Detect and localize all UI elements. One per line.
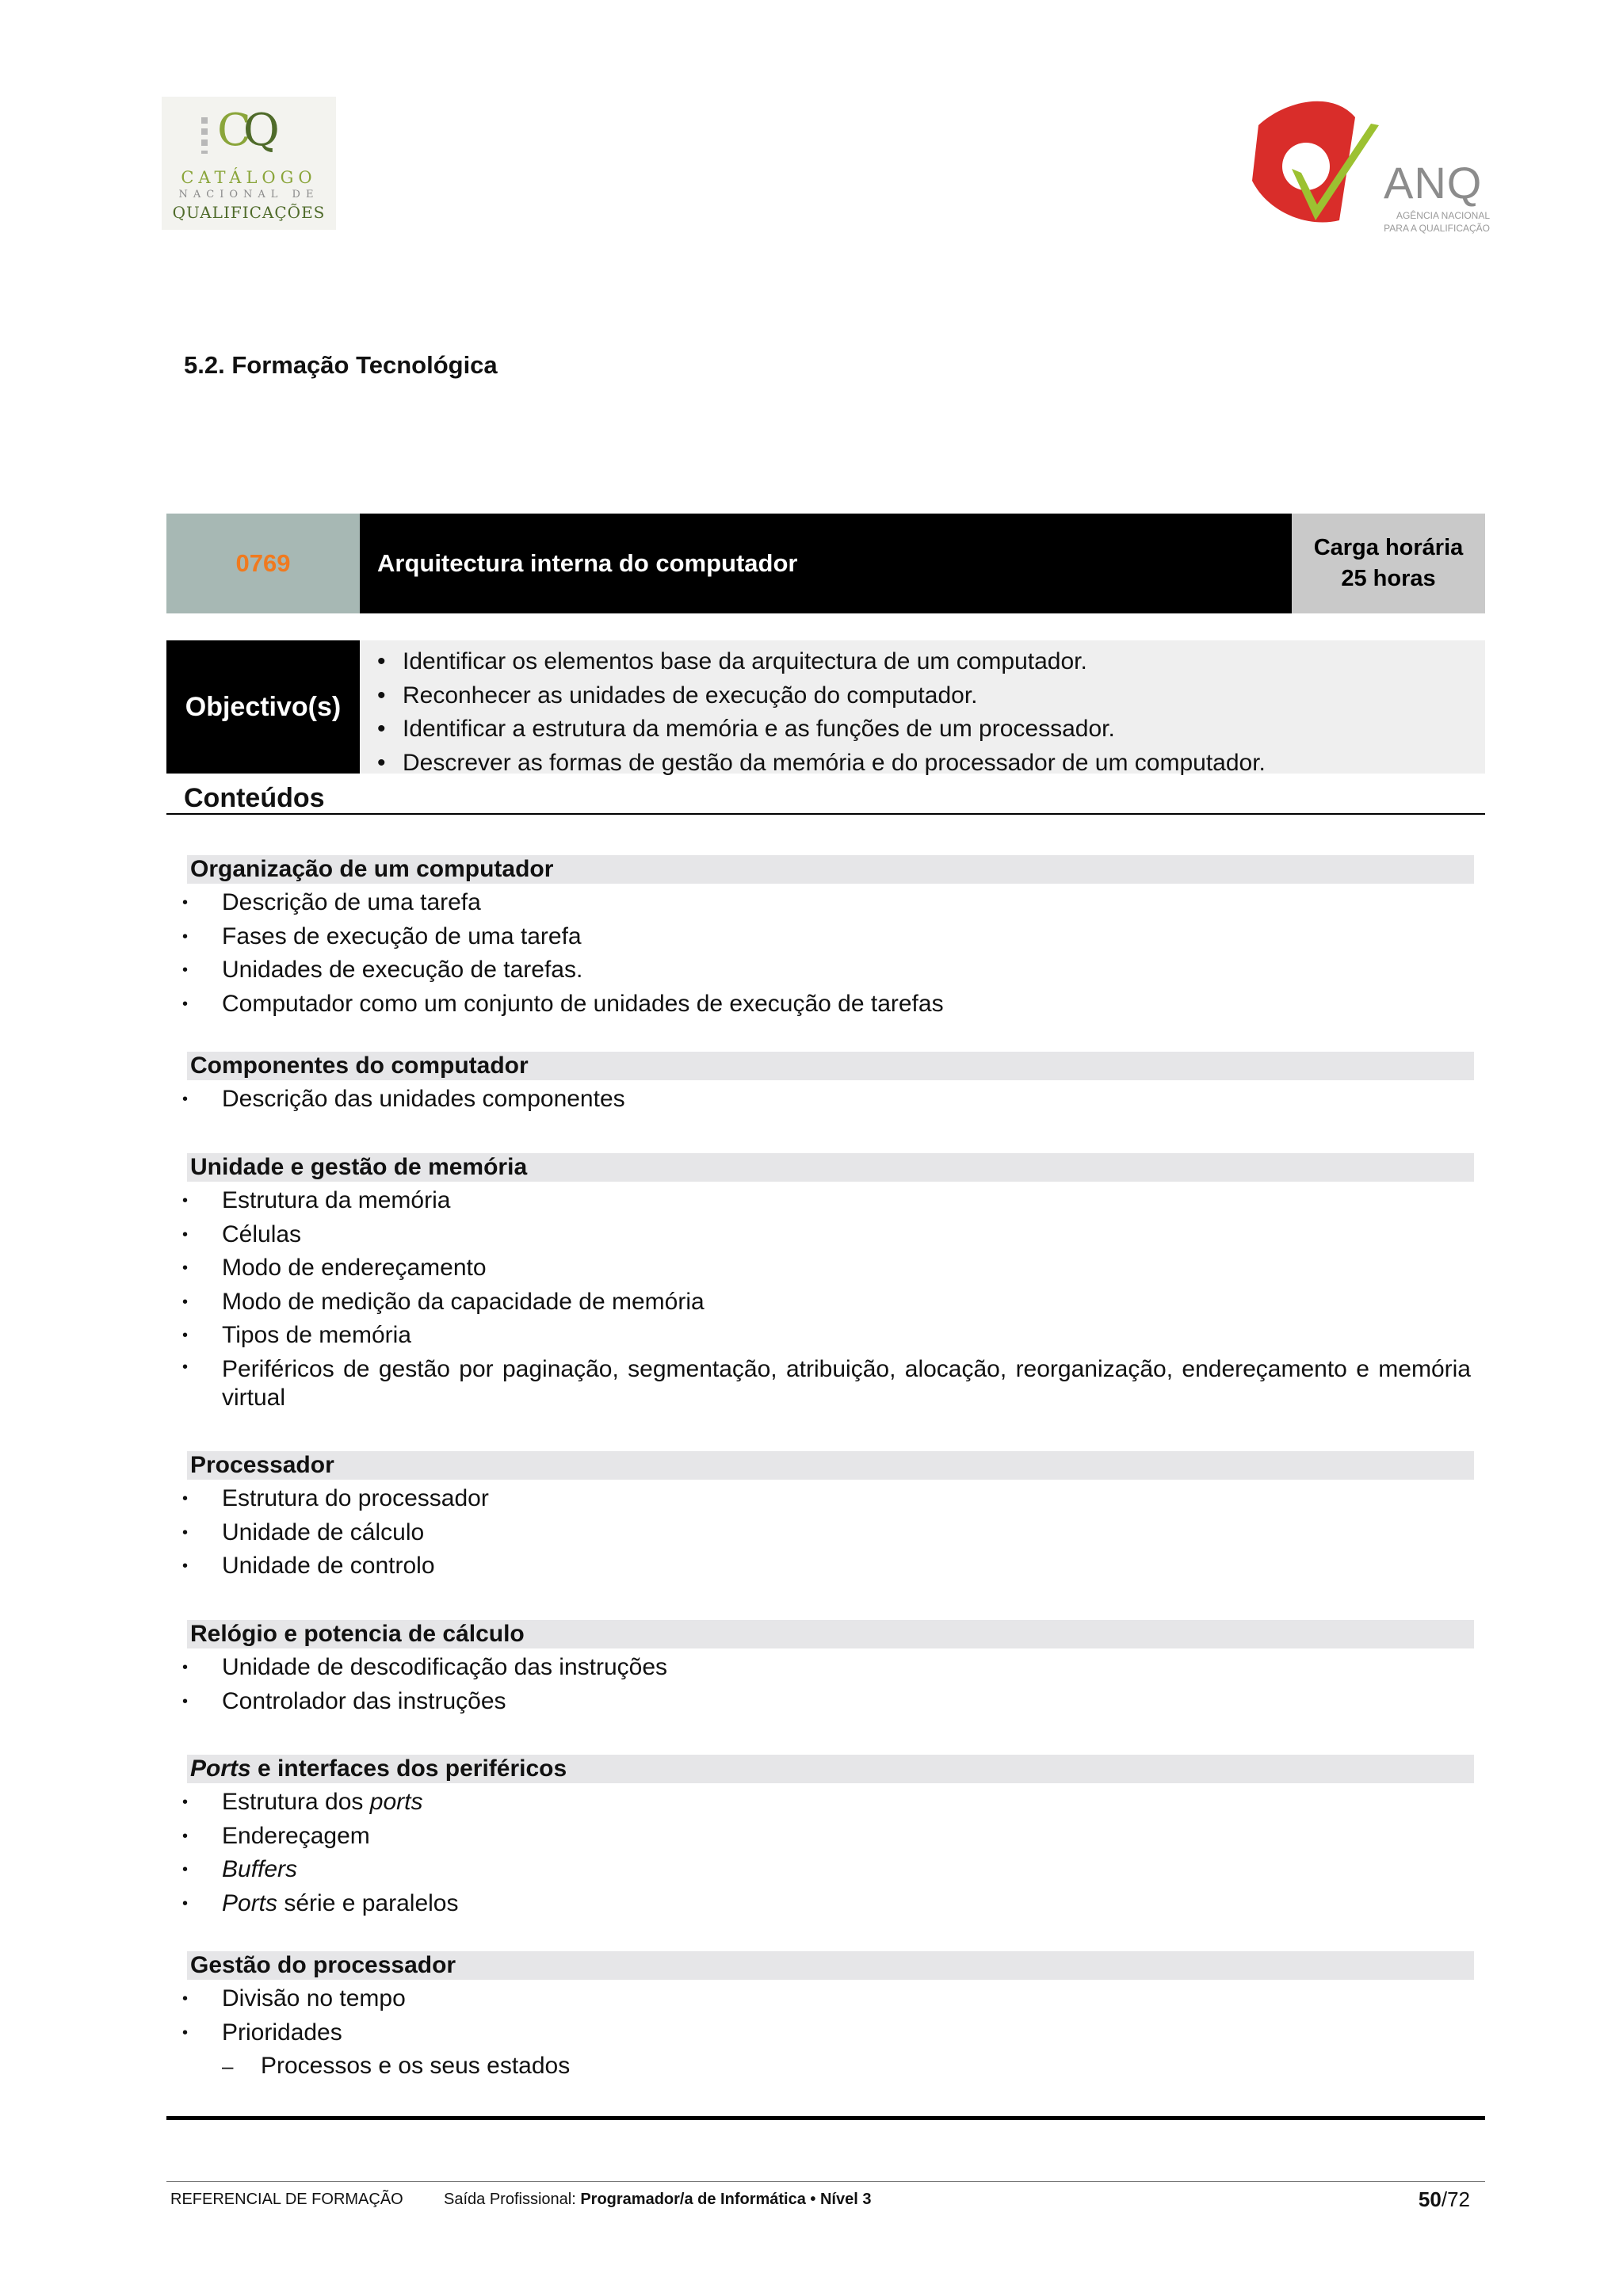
item-text: Estrutura dos bbox=[222, 1789, 370, 1815]
list-item bbox=[182, 1786, 1471, 1820]
group-heading-text: Processador bbox=[187, 1451, 338, 1480]
list-item: • Computador como um conjunto de unidades de execução de tarefas bbox=[182, 988, 1471, 1022]
list-item: • Células bbox=[182, 1218, 1471, 1252]
anq-subtitle bbox=[1355, 209, 1490, 235]
objective-item: • Reconhecer as unidades de execução do computador. bbox=[360, 679, 1485, 713]
list-item bbox=[182, 1853, 1471, 1887]
group-heading bbox=[187, 1052, 1474, 1080]
group-heading bbox=[187, 1755, 1474, 1783]
footer-exit-value: Programador/a de Informática • Nível 3 bbox=[580, 2191, 872, 2208]
group-items bbox=[182, 1651, 1471, 1718]
item-italic: Ports bbox=[222, 1889, 278, 1916]
module-header bbox=[166, 514, 1485, 613]
footer-reference: REFERENCIAL DE FORMAÇÃO bbox=[170, 2191, 403, 2208]
anq-subtitle-line-1: AGÊNCIA NACIONAL bbox=[1396, 210, 1490, 221]
anq-subtitle-line-2: PARA A QUALIFICAÇÃO bbox=[1384, 223, 1490, 234]
list-item: • Unidade de descodificação das instruções bbox=[182, 1651, 1471, 1685]
list-item: • Estrutura da memória bbox=[182, 1184, 1471, 1218]
logo-line-1: CATÁLOGO bbox=[181, 168, 317, 187]
footer-divider bbox=[166, 2181, 1485, 2182]
group-items bbox=[182, 1482, 1471, 1584]
heading-rest: e interfaces dos periféricos bbox=[250, 1755, 567, 1782]
module-code: 0769 bbox=[166, 514, 360, 613]
catalogo-logo bbox=[162, 97, 336, 230]
module-hours bbox=[1292, 514, 1485, 613]
group-heading-text bbox=[187, 1755, 570, 1783]
list-item bbox=[182, 1887, 1471, 1921]
group-heading-text: Organização de um computador bbox=[187, 855, 556, 884]
group-heading-text: Relógio e potencia de cálculo bbox=[187, 1620, 528, 1648]
list-item: • Unidade de cálculo bbox=[182, 1516, 1471, 1550]
group-heading-text: Componentes do computador bbox=[187, 1052, 532, 1080]
list-item: • Tipos de memória bbox=[182, 1319, 1471, 1353]
item-italic: Buffers bbox=[222, 1856, 298, 1882]
hours-value: 25 horas bbox=[1341, 566, 1436, 591]
footer-exit bbox=[444, 2191, 871, 2209]
group-heading-text: Unidade e gestão de memória bbox=[187, 1153, 530, 1182]
logo-line-3: QUALIFICAÇÕES bbox=[172, 203, 326, 222]
list-item: • Modo de medição da capacidade de memória bbox=[182, 1286, 1471, 1320]
anq-logo bbox=[1236, 94, 1490, 244]
objective-item: • Identificar a estrutura da memória e as funções de um processador. bbox=[360, 712, 1485, 747]
logo-line-2: NACIONAL DE bbox=[178, 189, 319, 201]
list-item: • Prioridades bbox=[182, 2016, 1471, 2050]
contents-divider bbox=[166, 813, 1485, 815]
group-items bbox=[182, 886, 1471, 1021]
section-title: 5.2. Formação Tecnológica bbox=[184, 351, 498, 379]
group-items bbox=[182, 1786, 1471, 1920]
objectives-label: Objectivo(s) bbox=[166, 640, 360, 774]
group-items bbox=[182, 1184, 1471, 1415]
item-italic: ports bbox=[369, 1789, 423, 1815]
bottom-divider bbox=[166, 2116, 1485, 2120]
heading-italic: Ports bbox=[190, 1755, 251, 1782]
logo-dots-decoration bbox=[201, 117, 208, 154]
item-text: série e paralelos bbox=[277, 1889, 459, 1916]
anq-wordmark: ANQ bbox=[1384, 158, 1483, 208]
group-items bbox=[182, 1982, 1471, 2084]
footer-exit-label: Saída Profissional: bbox=[444, 2191, 581, 2208]
objective-item: • Identificar os elementos base da arquitectura de um computador. bbox=[360, 645, 1485, 679]
list-item: • Unidades de execução de tarefas. bbox=[182, 953, 1471, 988]
list-item: • Fases de execução de uma tarefa bbox=[182, 920, 1471, 954]
page-number bbox=[1419, 2187, 1470, 2212]
list-item: • Divisão no tempo bbox=[182, 1982, 1471, 2016]
list-item: • Descrição de uma tarefa bbox=[182, 886, 1471, 920]
hours-label: Carga horária bbox=[1313, 535, 1464, 560]
list-item: • Modo de endereçamento bbox=[182, 1251, 1471, 1286]
group-heading bbox=[187, 1620, 1474, 1648]
list-item: • Unidade de controlo bbox=[182, 1549, 1471, 1584]
group-heading bbox=[187, 855, 1474, 884]
list-item: • Controlador das instruções bbox=[182, 1685, 1471, 1719]
list-item: • Endereçagem bbox=[182, 1820, 1471, 1854]
module-title: Arquitectura interna do computador bbox=[360, 514, 1458, 613]
footer bbox=[170, 2187, 1470, 2211]
page-total: /72 bbox=[1441, 2187, 1470, 2211]
list-item: • Periféricos de gestão por paginação, segmentação, atribuição, alocação, reorganização, endereçamento e memória virtual bbox=[182, 1353, 1471, 1415]
list-item: • Estrutura do processador bbox=[182, 1482, 1471, 1516]
objective-item: • Descrever as formas de gestão da memória e do processador de um computador. bbox=[360, 747, 1485, 781]
objectives-list bbox=[360, 640, 1485, 774]
contents-title: Conteúdos bbox=[184, 783, 325, 813]
group-heading-text: Gestão do processador bbox=[187, 1951, 459, 1980]
group-heading bbox=[187, 1451, 1474, 1480]
page-current: 50 bbox=[1418, 2187, 1442, 2211]
group-heading bbox=[187, 1153, 1474, 1182]
list-item: • Descrição das unidades componentes bbox=[182, 1083, 1471, 1117]
group-items bbox=[182, 1083, 1471, 1117]
group-heading bbox=[187, 1951, 1474, 1980]
cq-logo-mark: CQ bbox=[217, 105, 272, 156]
sub-list-item: – Processos e os seus estados bbox=[182, 2050, 1471, 2084]
